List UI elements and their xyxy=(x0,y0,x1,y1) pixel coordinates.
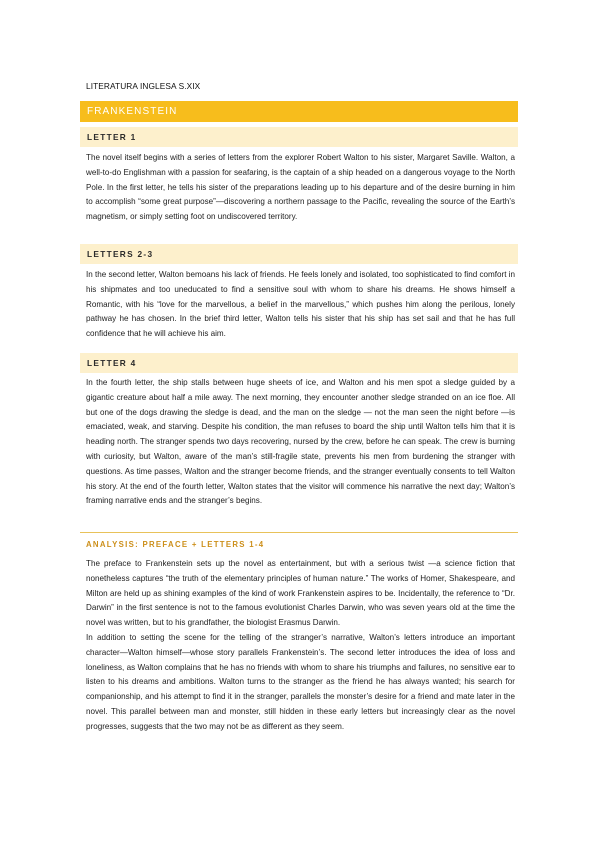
analysis-paragraph: The preface to Frankenstein sets up the novel as entertainment, but with a serious twist —a science fiction that nonetheless captures “the truth of the elementary principles of human nature.” The works of Homer, Shakespeare, and Milton are held up as shining examples of the kind of work Frankenstein aspires to be. Incidentally, the reference to “Dr. Darwin” in the first sentence is not to the famous evolutionist Charles Darwin, who was seven years old at the time the novel was written, but to his grandfather, the biologist Erasmus Darwin. xyxy=(86,559,515,628)
section-heading-letter-1: LETTER 1 xyxy=(80,127,518,147)
analysis-divider xyxy=(80,532,518,533)
book-title-banner: FRANKENSTEIN xyxy=(80,101,518,122)
section-heading-letters-2-3: LETTERS 2-3 xyxy=(80,244,518,264)
section-heading-letter-4: LETTER 4 xyxy=(80,353,518,373)
course-title: LITERATURA INGLESA S.XIX xyxy=(86,81,201,91)
analysis-paragraph: In addition to setting the scene for the telling of the stranger’s narrative, Walton’s letters introduce an important character—Walton himself—whose story parallels Frankenstein’s. The second letter introduces the idea of loss and loneliness, as Walton complains that he has no friends with whom to share his triumphs and failures, no sensitive ear to listen to his dreams and ambitions. Walton turns to the stranger as the friend he has always wanted; his search for companionship, and his attempt to find it in the stranger, parallels the monster’s desire for a friend and mate later in the novel. This parallel between man and monster, still hidden in these early letters but increasingly clear as the novel progresses, suggests that the two may not be as different as they seem. xyxy=(86,633,515,731)
analysis-heading: ANALYSIS: PREFACE + LETTERS 1-4 xyxy=(86,540,265,549)
section-text-letter-1: The novel itself begins with a series of letters from the explorer Robert Walton to his sister, Margaret Saville. Walton, a well-to-do Englishman with a passion for seafaring, is the captain of a ship headed on a dangerous voyage to the North Pole. In the first letter, he tells his sister of the preparations leading up to his departure and of the desire burning in him to accomplish “some great purpose”—discovering a northern passage to the Pacific, revealing the source of the Earth’s magnetism, or simply setting foot on undiscovered territory. xyxy=(86,153,515,222)
section-text-letter-4: In the fourth letter, the ship stalls between huge sheets of ice, and Walton and his men spot a sledge guided by a gigantic creature about half a mile away. The next morning, they encounter another sledge stranded on an ice floe. All but one of the dogs drawing the sledge is dead, and the man on the sledge — not the man seen the night before —is emaciated, weak, and starving. Despite his condition, the man refuses to board the ship until Walton tells him that it is heading north. The stranger spends two days recovering, nursed by the crew, before he can speak. The crew is burning with curiosity, but Walton, aware of the man’s still-fragile state, prevents his men from burdening the stranger with questions. As time passes, Walton and the stranger become friends, and the stranger eventually consents to tell Walton his story. At the end of the fourth letter, Walton states that the visitor will commence his narrative the next day; Walton’s framing narrative ends and the stranger’s begins. xyxy=(86,378,515,506)
section-text-letters-2-3: In the second letter, Walton bemoans his lack of friends. He feels lonely and isolated, too sophisticated to find comfort in his shipmates and too uneducated to find a sensitive soul with whom to share his dreams. He shows himself a Romantic, with his “love for the marvellous, a belief in the marvellous,” which pushes him along the perilous, lonely pathway he has chosen. In the brief third letter, Walton tells his sister that his ship has set sail and that he has full confidence that he will achieve his aim. xyxy=(86,270,515,339)
